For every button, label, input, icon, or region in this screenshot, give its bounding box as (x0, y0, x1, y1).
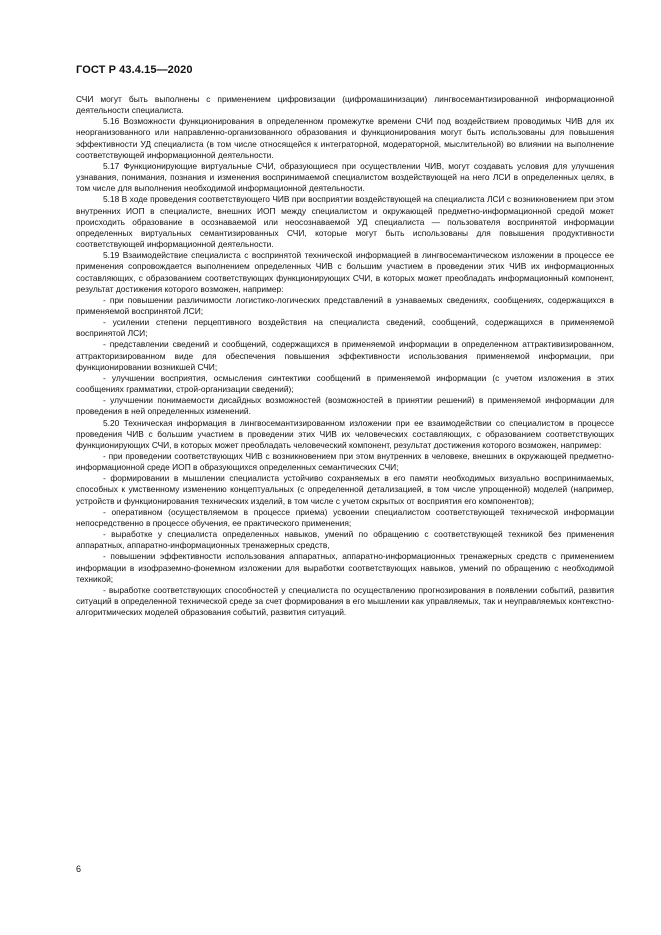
list-item: - при повышении различимости логистико-логических представлений в узнаваемых сведениях, сообщениях, содержащихся в применяемой воспринятой ЛСИ; (76, 294, 614, 316)
list-item: - улучшении восприятия, осмысления синтектики сообщений в применяемой информации (с учетом изложения в этих сообщениях грамматики, строй-организации сведений); (76, 372, 614, 395)
list-item: - выработке у специалиста определенных навыков, умений по обращению с соответствующей техникой без применения аппаратных, аппаратно-информационных тренажерных средств, (76, 529, 614, 551)
paragraph: 5.18 В ходе проведения соответствующего ЧИВ при восприятии воздействующей на специалиста ЛСИ с возникновением при этом внутренних ИОП в специалисте, внешних ИОП между специалистом и окружающей предметно-информационной средой может происходить образование в осознаваемой или неосознаваемой УД специалиста — пользователя воспринятой информации определенных виртуальных семантизированных СЧИ, которые могут быть использованы для повышения продуктивности соответствующей информационной деятельности. (76, 194, 614, 250)
list-item: - улучшении понимаемости дисайдных возможностей (возможностей в принятии решений) в применяемой информации для проведения в ней определенных изменений. (76, 395, 614, 417)
list-item: - представлении сведений и сообщений, содержащихся в применяемой информации в определенном аттрактивизированном, аттракторизированном виде для обеспечения повышения эффективности использования применяемой информации, при функционировании возникшей СЧИ; (76, 339, 614, 372)
list-item: - формировании в мышлении специалиста устойчиво сохраняемых в его памяти необходимых визуально воспринимаемых, способных к умственному изменению концептуальных (с определенной детализацией, в том числе упрощенной) моделей (например, устройств и функционирования технических изделий, в том числе с учетом скрытых от восприятия его компонентов); (76, 473, 614, 506)
page-number: 6 (76, 864, 82, 874)
paragraph: 5.19 Взаимодействие специалиста с воспринятой технической информацией в лингвосемантическом изложении в процессе ее применения сопровождается выполнением определенных ЧИВ с большим участием в проведении этих ЧИВ их информационных составляющих, с образованием соответствующих функционирующих СЧИ, в которых может преобладать информационный компонент, результат достижения которого возможен, например: (76, 250, 614, 294)
list-item: - усилении степени перцептивного воздействия на специалиста сведений, сообщений, содержащихся в применяемой воспринятой ЛСИ; (76, 317, 614, 339)
paragraph: 5.16 Возможности функционирования в определенном промежутке времени СЧИ под воздействием проводимых ЧИВ для их неорганизованного или направленно-организованного образования и функционирования могут быть использованы для повышения эффективности УД специалиста (в том числе относящейся к интеграторной, модераторной, мыслительной) во влиянии на выполнение соответствующей информационной деятельности. (76, 116, 614, 160)
list-item: - выработке соответствующих способностей у специалиста по осуществлению прогнозирования в появлении событий, развития ситуаций в определенной технической среде за счет формирования в его мышлении как управляемых, так и неуправляемых контекстно-алгоритмических моделей образования событий, развития ситуаций. (76, 584, 614, 618)
list-item: - повышении эффективности использования аппаратных, аппаратно-информационных тренажерных средств с применением информации в изофраземно-фонемном изложении для выработки соответствующих навыков, умений по обращению с необходимой техникой; (76, 551, 614, 584)
paragraph: 5.17 Функционирующие виртуальные СЧИ, образующиеся при осуществлении ЧИВ, могут создавать условия для улучшения узнавания, понимания, познания и изменения воспринимаемой специалистом воздействующей на него ЛСИ в определенных целях, в том числе для выполнения необходимой информационной деятельности. (76, 160, 614, 194)
paragraph: СЧИ могут быть выполнены с применением цифровизации (цифромашинизации) лингвосемантизированной информационной деятельности специалиста. (76, 94, 614, 116)
list-item: - при проведении соответствующих ЧИВ с возникновением при этом внутренних в человеке, внешних в окружающей предметно-информационной среде ИОП в образующихся определенных семантических СЧИ; (76, 451, 614, 473)
document-header: ГОСТ Р 43.4.15—2020 (76, 64, 193, 76)
paragraph: 5.20 Техническая информация в лингвосемантизированном изложении при ее взаимодействии со специалистом в процессе проведения ЧИВ с большим участием в проведении этих ЧИВ их человеческих составляющих, с образованием соответствующих функционирующих СЧИ, в которых может преобладать человеческий компонент, результат достижения которого возможен, например: (76, 417, 614, 450)
document-body (76, 94, 614, 618)
list-item: - оперативном (осуществляемом в процессе приема) усвоении специалистом соответствующей технической информации непосредственно в процессе обучения, ее практического применения; (76, 506, 614, 528)
